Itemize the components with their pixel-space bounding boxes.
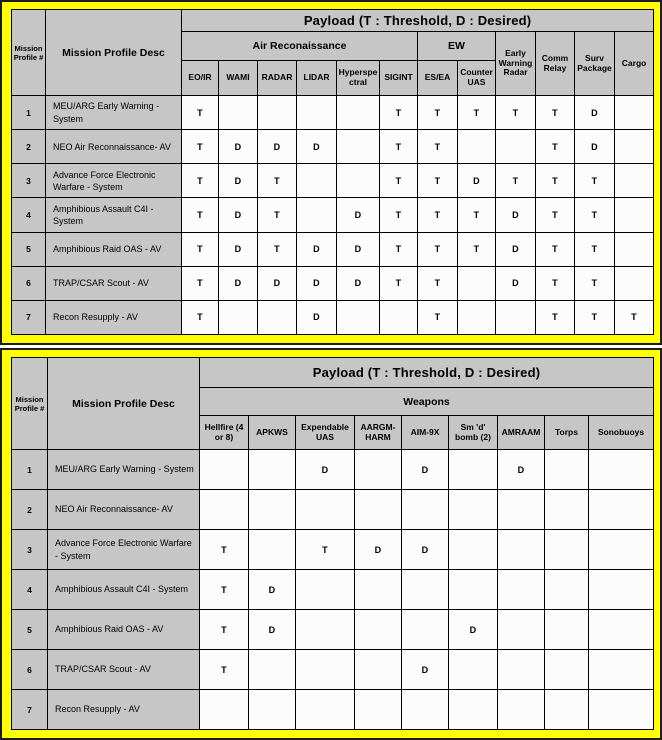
sigint-column-header: SIGINT bbox=[380, 61, 418, 96]
weapon-cell-expendable-uas: D bbox=[296, 450, 355, 490]
weapon-cell-aim-9x bbox=[402, 490, 449, 530]
weapon-cell-hellfire bbox=[200, 690, 249, 730]
payload-cell-early-warning-radar: T bbox=[496, 164, 536, 198]
payload-cell-comm-relay: T bbox=[536, 232, 575, 266]
weapon-cell-sm-d-bomb bbox=[449, 490, 498, 530]
payload-cell-hyperspectral: D bbox=[337, 198, 380, 232]
payload-cell-hyperspectral: D bbox=[337, 266, 380, 300]
air-reconnaissance-group-header: Air Reconaissance bbox=[182, 32, 418, 61]
payload-cell-counter-uas: T bbox=[458, 96, 496, 130]
payload-cell-cargo bbox=[615, 130, 654, 164]
mission-profile-row bbox=[12, 650, 654, 690]
mission-profile-number: 7 bbox=[12, 690, 48, 730]
weapon-cell-apkws bbox=[249, 690, 296, 730]
payload-cell-wami bbox=[219, 300, 258, 334]
mission-profile-number: 3 bbox=[12, 530, 48, 570]
payload-cell-cargo: T bbox=[615, 300, 654, 334]
mission-profile-row bbox=[12, 490, 654, 530]
payload-cell-early-warning-radar: T bbox=[496, 96, 536, 130]
mission-profile-number: 7 bbox=[12, 300, 46, 334]
mission-profile-number: 3 bbox=[12, 164, 46, 198]
payload-cell-es-ea: T bbox=[418, 300, 458, 334]
payload-cell-counter-uas: T bbox=[458, 198, 496, 232]
mission-profile-row bbox=[12, 266, 654, 300]
payload-cell-es-ea: T bbox=[418, 164, 458, 198]
apkws-column-header: APKWS bbox=[249, 416, 296, 450]
weapon-cell-apkws: D bbox=[249, 610, 296, 650]
weapon-cell-hellfire: T bbox=[200, 570, 249, 610]
weapon-cell-amraam bbox=[498, 490, 545, 530]
payload-cell-hyperspectral bbox=[337, 300, 380, 334]
payload-cell-early-warning-radar: D bbox=[496, 266, 536, 300]
mission-profile-number: 1 bbox=[12, 96, 46, 130]
mission-payload-sensors-table bbox=[11, 9, 654, 335]
payload-cell-surv-package: T bbox=[575, 164, 615, 198]
hyperspectral-column-header: Hyperspectral bbox=[337, 61, 380, 96]
mission-profile-row bbox=[12, 232, 654, 266]
mission-profile-row bbox=[12, 164, 654, 198]
payload-cell-eo-ir: T bbox=[182, 130, 219, 164]
weapon-cell-hellfire: T bbox=[200, 530, 249, 570]
mission-profile-row bbox=[12, 610, 654, 650]
mission-profile-number: 4 bbox=[12, 198, 46, 232]
counter-uas-column-header: Counter UAS bbox=[458, 61, 496, 96]
mission-profile-number: 5 bbox=[12, 232, 46, 266]
mission-profile-row bbox=[12, 450, 654, 490]
payload-cell-sigint bbox=[380, 300, 418, 334]
mission-profile-desc: Amphibious Raid OAS - AV bbox=[48, 610, 200, 650]
weapon-cell-amraam bbox=[498, 650, 545, 690]
weapon-cell-expendable-uas bbox=[296, 690, 355, 730]
mission-profile-row bbox=[12, 530, 654, 570]
payload-cell-early-warning-radar bbox=[496, 130, 536, 164]
expendable-uas-column-header: Expendable UAS bbox=[296, 416, 355, 450]
mission-profile-row bbox=[12, 690, 654, 730]
mission-profile-desc: Advance Force Electronic Warfare - System bbox=[46, 164, 182, 198]
mission-profile-desc-header: Mission Profile Desc bbox=[48, 358, 200, 450]
payload-cell-eo-ir: T bbox=[182, 198, 219, 232]
weapon-cell-apkws bbox=[249, 450, 296, 490]
weapon-cell-aargm-harm bbox=[355, 610, 402, 650]
weapon-cell-amraam bbox=[498, 570, 545, 610]
payload-cell-cargo bbox=[615, 164, 654, 198]
mission-profile-desc: MEU/ARG Early Warning - System bbox=[48, 450, 200, 490]
payload-cell-comm-relay: T bbox=[536, 300, 575, 334]
payload-cell-surv-package: T bbox=[575, 300, 615, 334]
weapon-cell-apkws: D bbox=[249, 570, 296, 610]
mission-profile-desc: TRAP/CSAR Scout - AV bbox=[46, 266, 182, 300]
weapons-group-header: Weapons bbox=[200, 388, 654, 416]
aim-9x-column-header: AIM-9X bbox=[402, 416, 449, 450]
weapon-cell-aargm-harm bbox=[355, 450, 402, 490]
weapon-cell-sonobuoys bbox=[589, 490, 654, 530]
wami-column-header: WAMI bbox=[219, 61, 258, 96]
weapon-cell-torps bbox=[545, 650, 589, 690]
weapon-cell-apkws bbox=[249, 650, 296, 690]
weapon-cell-sm-d-bomb: D bbox=[449, 610, 498, 650]
mission-profile-desc: NEO Air Reconnaissance- AV bbox=[46, 130, 182, 164]
payload-cell-comm-relay: T bbox=[536, 96, 575, 130]
weapon-cell-aim-9x bbox=[402, 690, 449, 730]
hellfire-column-header: Hellfire (4 or 8) bbox=[200, 416, 249, 450]
mission-profile-desc-header: Mission Profile Desc bbox=[46, 10, 182, 96]
payload-cell-sigint: T bbox=[380, 266, 418, 300]
mission-payload-weapons-table bbox=[11, 357, 654, 730]
mission-profile-desc: Amphibious Raid OAS - AV bbox=[46, 232, 182, 266]
ew-group-header: EW bbox=[418, 32, 496, 61]
payload-cell-counter-uas: D bbox=[458, 164, 496, 198]
mission-profile-number: 6 bbox=[12, 266, 46, 300]
surv-package-column-header: Surv Package bbox=[575, 32, 615, 96]
mission-profile-number-header: Mission Profile # bbox=[12, 358, 48, 450]
payload-cell-surv-package: T bbox=[575, 232, 615, 266]
weapon-cell-sonobuoys bbox=[589, 690, 654, 730]
weapon-cell-hellfire: T bbox=[200, 650, 249, 690]
weapon-cell-sonobuoys bbox=[589, 570, 654, 610]
weapon-cell-hellfire: T bbox=[200, 610, 249, 650]
payload-cell-surv-package: T bbox=[575, 266, 615, 300]
payload-sensors-panel bbox=[0, 0, 662, 345]
payload-cell-lidar: D bbox=[297, 300, 337, 334]
payload-cell-lidar bbox=[297, 96, 337, 130]
weapon-cell-torps bbox=[545, 490, 589, 530]
mission-profile-desc: TRAP/CSAR Scout - AV bbox=[48, 650, 200, 690]
payload-cell-eo-ir: T bbox=[182, 266, 219, 300]
weapon-cell-torps bbox=[545, 690, 589, 730]
mission-profile-desc: Amphibious Assault C4I - System bbox=[46, 198, 182, 232]
payload-cell-surv-package: D bbox=[575, 96, 615, 130]
weapon-cell-sonobuoys bbox=[589, 530, 654, 570]
weapon-cell-expendable-uas bbox=[296, 610, 355, 650]
weapon-cell-expendable-uas: T bbox=[296, 530, 355, 570]
payload-cell-radar: T bbox=[258, 232, 297, 266]
weapon-cell-aargm-harm bbox=[355, 490, 402, 530]
payload-cell-sigint: T bbox=[380, 96, 418, 130]
early-warning-radar-column-header: Early Warning Radar bbox=[496, 32, 536, 96]
mission-profile-number: 5 bbox=[12, 610, 48, 650]
payload-cell-eo-ir: T bbox=[182, 164, 219, 198]
weapon-cell-sonobuoys bbox=[589, 650, 654, 690]
payload-cell-es-ea: T bbox=[418, 96, 458, 130]
payload-cell-es-ea: T bbox=[418, 130, 458, 164]
radar-column-header: RADAR bbox=[258, 61, 297, 96]
payload-cell-counter-uas bbox=[458, 266, 496, 300]
comm-relay-column-header: Comm Relay bbox=[536, 32, 575, 96]
weapon-cell-aim-9x: D bbox=[402, 450, 449, 490]
payload-cell-eo-ir: T bbox=[182, 300, 219, 334]
weapon-cell-aim-9x: D bbox=[402, 650, 449, 690]
lidar-column-header: LIDAR bbox=[297, 61, 337, 96]
mission-profile-desc: Recon Resupply - AV bbox=[46, 300, 182, 334]
payload-cell-comm-relay: T bbox=[536, 198, 575, 232]
payload-title-header: Payload (T : Threshold, D : Desired) bbox=[182, 10, 654, 32]
mission-profile-number-header: Mission Profile # bbox=[12, 10, 46, 96]
mission-profile-desc: Amphibious Assault C4I - System bbox=[48, 570, 200, 610]
mission-profile-row bbox=[12, 96, 654, 130]
weapon-cell-expendable-uas bbox=[296, 490, 355, 530]
weapon-cell-sm-d-bomb bbox=[449, 530, 498, 570]
payload-cell-comm-relay: T bbox=[536, 164, 575, 198]
weapon-cell-apkws bbox=[249, 490, 296, 530]
mission-profile-number: 2 bbox=[12, 490, 48, 530]
payload-cell-radar: D bbox=[258, 130, 297, 164]
es-ea-column-header: ES/EA bbox=[418, 61, 458, 96]
mission-profile-row bbox=[12, 130, 654, 164]
payload-cell-radar bbox=[258, 96, 297, 130]
payload-cell-sigint: T bbox=[380, 232, 418, 266]
payload-cell-eo-ir: T bbox=[182, 96, 219, 130]
weapon-cell-aargm-harm: D bbox=[355, 530, 402, 570]
payload-cell-lidar bbox=[297, 164, 337, 198]
payload-cell-cargo bbox=[615, 96, 654, 130]
mission-profile-number: 2 bbox=[12, 130, 46, 164]
eo-ir-column-header: EO/IR bbox=[182, 61, 219, 96]
payload-cell-surv-package: T bbox=[575, 198, 615, 232]
payload-cell-early-warning-radar bbox=[496, 300, 536, 334]
payload-cell-counter-uas: T bbox=[458, 232, 496, 266]
weapon-cell-torps bbox=[545, 530, 589, 570]
weapon-cell-sonobuoys bbox=[589, 450, 654, 490]
payload-cell-counter-uas bbox=[458, 130, 496, 164]
payload-cell-hyperspectral bbox=[337, 164, 380, 198]
payload-cell-wami: D bbox=[219, 164, 258, 198]
weapon-cell-sm-d-bomb bbox=[449, 650, 498, 690]
payload-cell-early-warning-radar: D bbox=[496, 198, 536, 232]
weapon-cell-amraam bbox=[498, 530, 545, 570]
payload-cell-cargo bbox=[615, 266, 654, 300]
payload-cell-wami: D bbox=[219, 232, 258, 266]
payload-cell-radar: T bbox=[258, 198, 297, 232]
weapon-cell-sm-d-bomb bbox=[449, 450, 498, 490]
mission-profile-number: 4 bbox=[12, 570, 48, 610]
payload-cell-lidar: D bbox=[297, 232, 337, 266]
mission-profile-row bbox=[12, 198, 654, 232]
payload-cell-es-ea: T bbox=[418, 232, 458, 266]
weapon-cell-aim-9x bbox=[402, 570, 449, 610]
weapon-cell-amraam bbox=[498, 690, 545, 730]
weapon-cell-torps bbox=[545, 610, 589, 650]
weapon-cell-aargm-harm bbox=[355, 650, 402, 690]
torps-column-header: Torps bbox=[545, 416, 589, 450]
weapon-cell-expendable-uas bbox=[296, 570, 355, 610]
mission-profile-desc: NEO Air Reconnaissance- AV bbox=[48, 490, 200, 530]
mission-profile-desc: Advance Force Electronic Warfare - System bbox=[48, 530, 200, 570]
weapon-cell-aargm-harm bbox=[355, 570, 402, 610]
payload-cell-es-ea: T bbox=[418, 266, 458, 300]
payload-cell-radar: T bbox=[258, 164, 297, 198]
payload-cell-early-warning-radar: D bbox=[496, 232, 536, 266]
payload-cell-radar bbox=[258, 300, 297, 334]
payload-cell-es-ea: T bbox=[418, 198, 458, 232]
payload-cell-lidar bbox=[297, 198, 337, 232]
payload-cell-hyperspectral: D bbox=[337, 232, 380, 266]
weapon-cell-apkws bbox=[249, 530, 296, 570]
payload-cell-wami bbox=[219, 96, 258, 130]
weapon-cell-aargm-harm bbox=[355, 690, 402, 730]
amraam-column-header: AMRAAM bbox=[498, 416, 545, 450]
payload-cell-cargo bbox=[615, 232, 654, 266]
payload-cell-cargo bbox=[615, 198, 654, 232]
aargm-harm-column-header: AARGM-HARM bbox=[355, 416, 402, 450]
sonobuoys-column-header: Sonobuoys bbox=[589, 416, 654, 450]
payload-cell-wami: D bbox=[219, 266, 258, 300]
cargo-column-header: Cargo bbox=[615, 32, 654, 96]
payload-cell-radar: D bbox=[258, 266, 297, 300]
payload-cell-lidar: D bbox=[297, 130, 337, 164]
mission-profile-row bbox=[12, 300, 654, 334]
payload-cell-comm-relay: T bbox=[536, 266, 575, 300]
payload-cell-sigint: T bbox=[380, 164, 418, 198]
payload-cell-sigint: T bbox=[380, 130, 418, 164]
payload-title-header: Payload (T : Threshold, D : Desired) bbox=[200, 358, 654, 388]
weapon-cell-aim-9x: D bbox=[402, 530, 449, 570]
weapon-cell-amraam: D bbox=[498, 450, 545, 490]
payload-cell-lidar: D bbox=[297, 266, 337, 300]
mission-profile-desc: Recon Resupply - AV bbox=[48, 690, 200, 730]
payload-cell-wami: D bbox=[219, 198, 258, 232]
mission-profile-desc: MEU/ARG Early Warning - System bbox=[46, 96, 182, 130]
weapon-cell-torps bbox=[545, 570, 589, 610]
mission-profile-number: 1 bbox=[12, 450, 48, 490]
payload-cell-sigint: T bbox=[380, 198, 418, 232]
payload-cell-eo-ir: T bbox=[182, 232, 219, 266]
payload-cell-comm-relay: T bbox=[536, 130, 575, 164]
weapon-cell-amraam bbox=[498, 610, 545, 650]
payload-cell-surv-package: D bbox=[575, 130, 615, 164]
mission-profile-row bbox=[12, 570, 654, 610]
payload-cell-hyperspectral bbox=[337, 96, 380, 130]
weapon-cell-expendable-uas bbox=[296, 650, 355, 690]
weapon-cell-sonobuoys bbox=[589, 610, 654, 650]
payload-cell-counter-uas bbox=[458, 300, 496, 334]
weapon-cell-aim-9x bbox=[402, 610, 449, 650]
payload-weapons-panel bbox=[0, 348, 662, 740]
weapon-cell-hellfire bbox=[200, 490, 249, 530]
payload-cell-hyperspectral bbox=[337, 130, 380, 164]
weapon-cell-sm-d-bomb bbox=[449, 570, 498, 610]
payload-cell-wami: D bbox=[219, 130, 258, 164]
mission-profile-number: 6 bbox=[12, 650, 48, 690]
weapon-cell-torps bbox=[545, 450, 589, 490]
weapon-cell-hellfire bbox=[200, 450, 249, 490]
weapon-cell-sm-d-bomb bbox=[449, 690, 498, 730]
small-diameter-bomb-column-header: Sm 'd' bomb (2) bbox=[449, 416, 498, 450]
